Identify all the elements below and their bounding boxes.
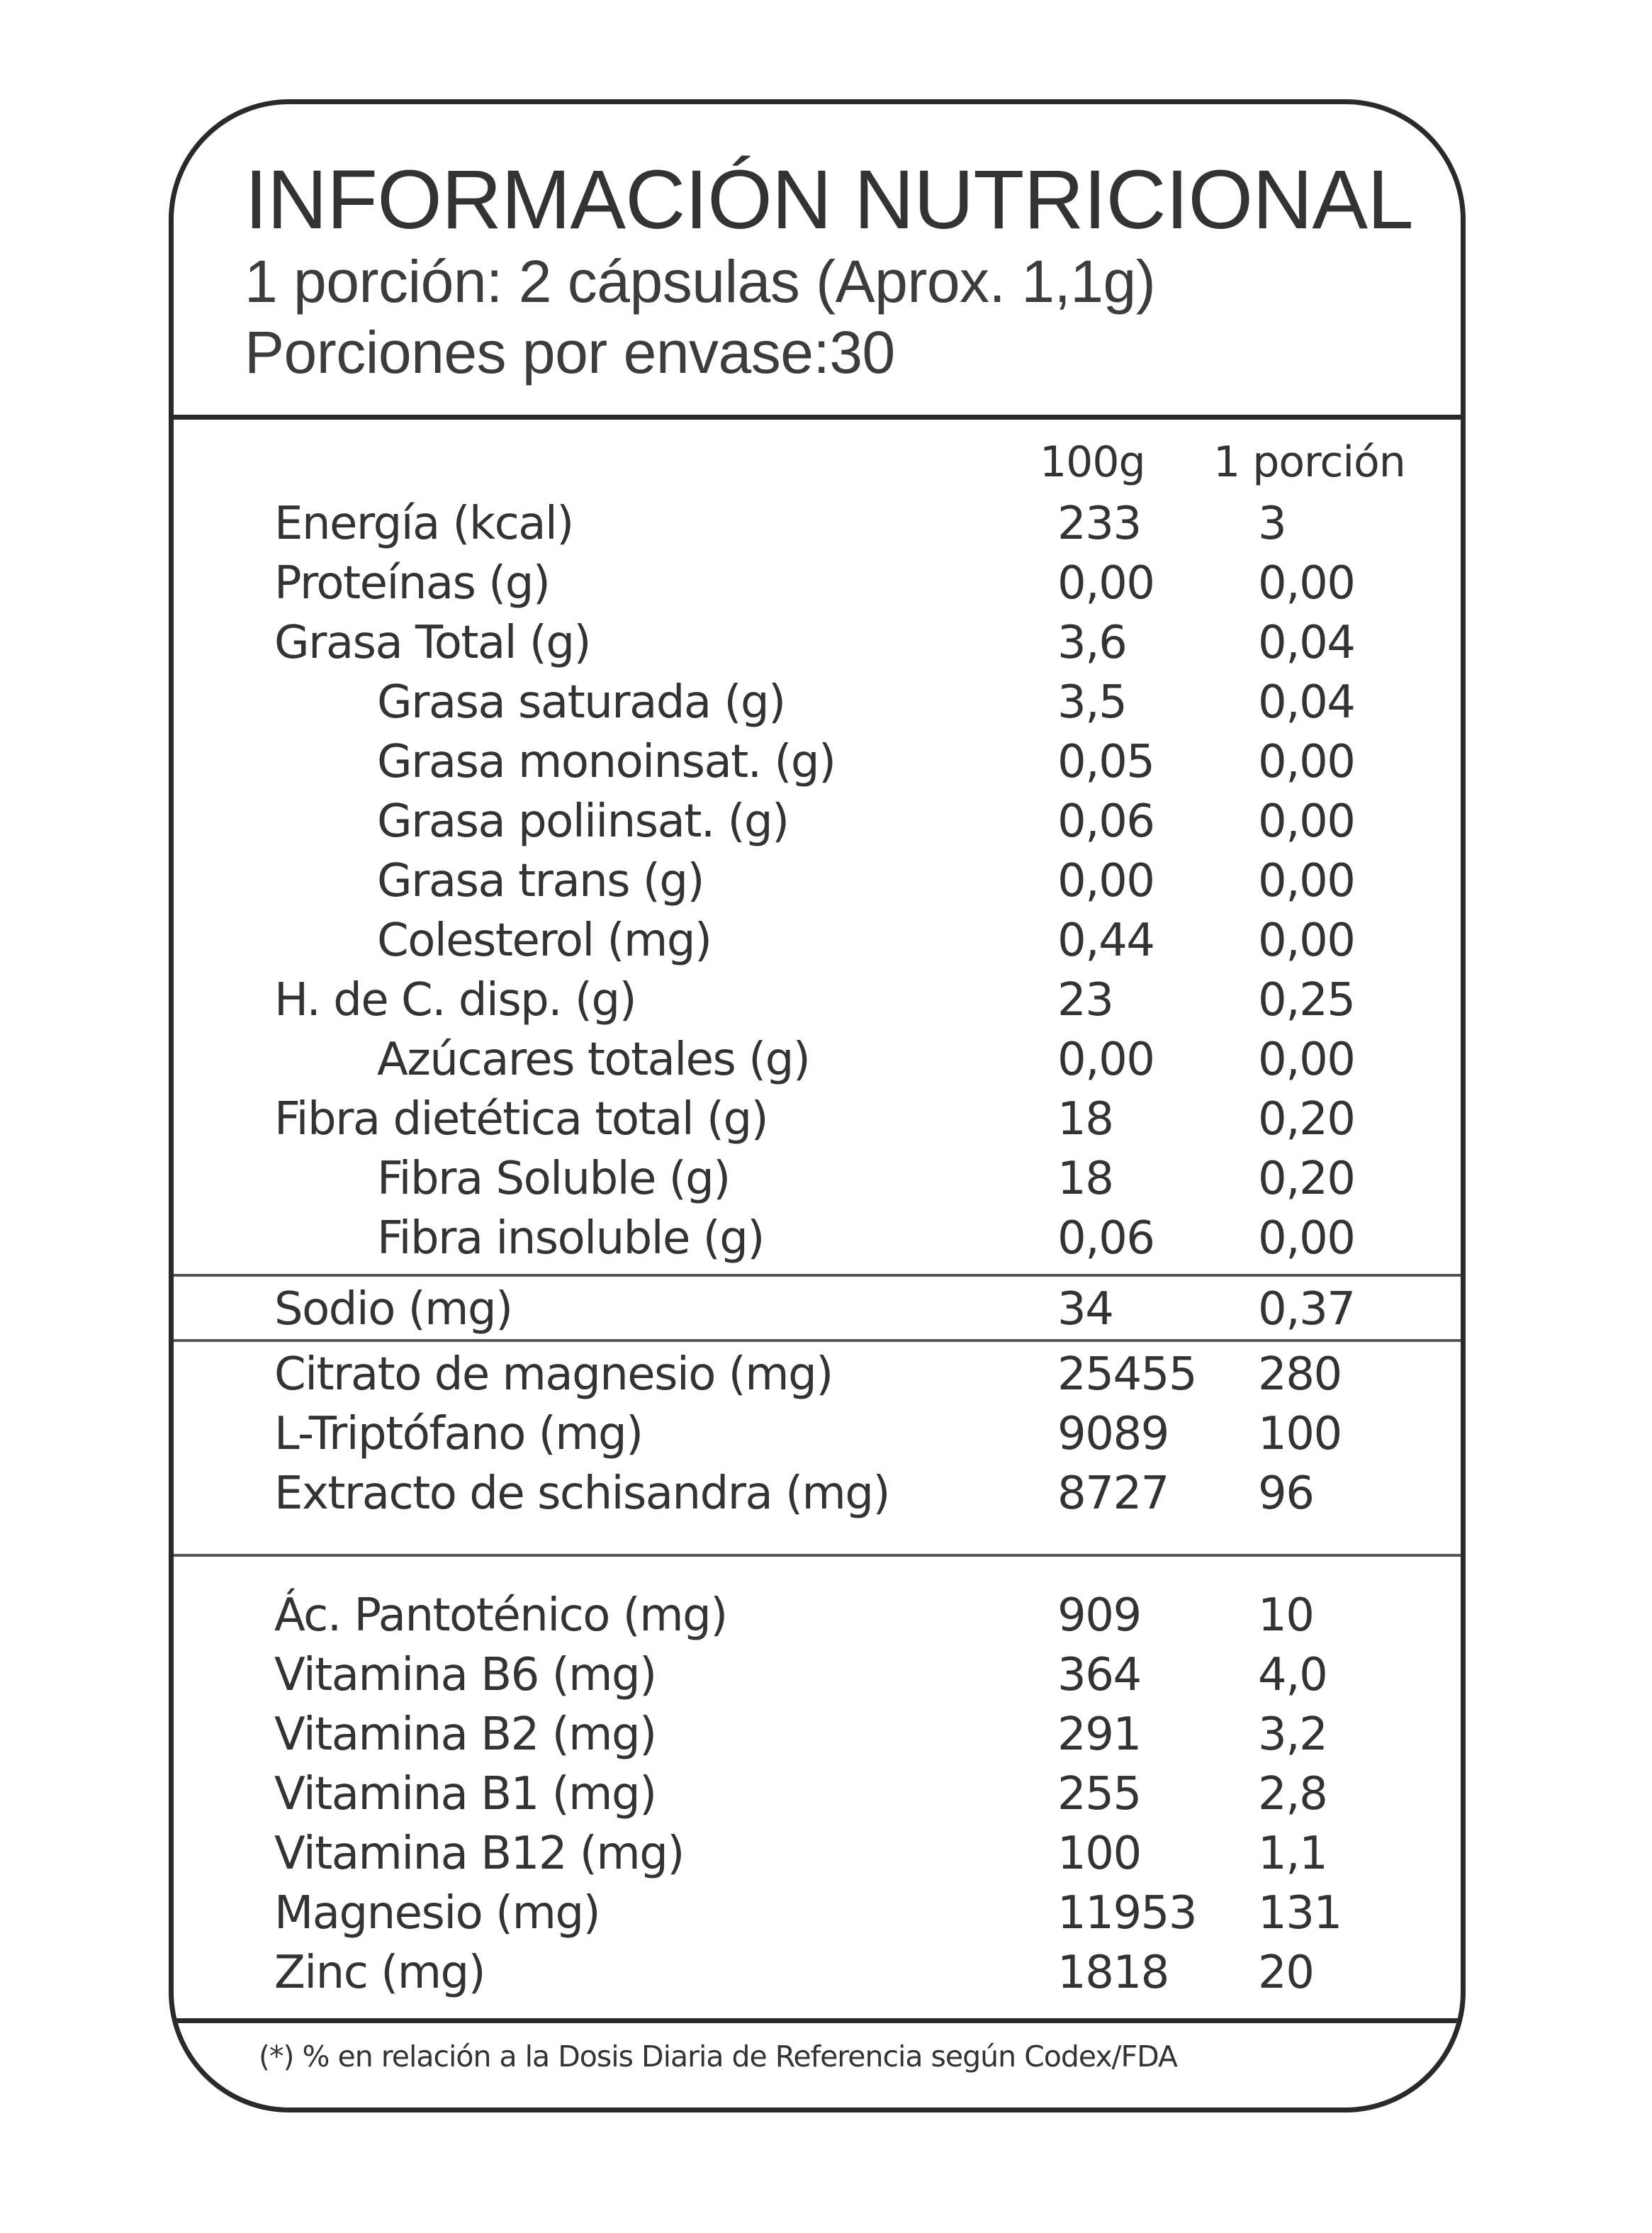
vitamin-value-100g: 291 — [1057, 1708, 1141, 1761]
label-header — [245, 154, 1414, 388]
vitamin-value-serving: 4,0 — [1258, 1649, 1327, 1701]
nutrient-name: Fibra insoluble (g) — [377, 1212, 764, 1265]
sodium-row — [174, 1280, 1461, 1339]
nutrient-value-serving: 0,00 — [1258, 736, 1355, 788]
vitamin-row — [174, 1586, 1461, 1645]
nutrient-value-serving: 0,00 — [1258, 1212, 1355, 1265]
nutrient-name: Energía (kcal) — [274, 498, 573, 550]
vitamin-name: Vitamina B2 (mg) — [274, 1708, 656, 1761]
sodium-top-divider — [174, 1274, 1461, 1277]
active-name: Citrato de magnesio (mg) — [274, 1348, 833, 1401]
nutrient-row — [174, 1030, 1461, 1090]
active-value-100g: 8727 — [1057, 1467, 1169, 1520]
nutrient-row — [174, 970, 1461, 1030]
nutrient-row — [174, 673, 1461, 732]
nutrient-value-serving: 0,20 — [1258, 1093, 1355, 1146]
nutrient-value-serving: 0,04 — [1258, 676, 1355, 729]
nutrient-value-100g: 0,44 — [1057, 914, 1154, 967]
vitamin-value-100g: 364 — [1057, 1649, 1141, 1701]
nutrient-name: Grasa Total (g) — [274, 617, 590, 669]
vitamin-row — [174, 1943, 1461, 2003]
vitamins-divider — [174, 1554, 1461, 1557]
servings-per-container: Porciones por envase:30 — [245, 319, 895, 386]
nutrient-name: Grasa monoinsat. (g) — [377, 736, 836, 788]
active-value-100g: 9089 — [1057, 1408, 1169, 1460]
nutrient-name: Proteínas (g) — [274, 557, 550, 610]
nutrient-value-serving: 0,00 — [1258, 1034, 1355, 1086]
serving-size: 1 porción: 2 cápsulas (Aprox. 1,1g) — [245, 248, 1156, 315]
vitamin-value-serving: 20 — [1258, 1947, 1314, 1999]
active-row — [174, 1345, 1461, 1404]
vitamin-name: Vitamina B12 (mg) — [274, 1828, 684, 1880]
vitamin-value-serving: 131 — [1258, 1887, 1342, 1940]
nutrient-value-100g: 0,06 — [1057, 795, 1154, 848]
nutrient-value-serving: 0,25 — [1258, 974, 1355, 1026]
active-value-serving: 96 — [1258, 1467, 1314, 1520]
vitamin-row — [174, 1645, 1461, 1705]
nutrient-row — [174, 792, 1461, 851]
vitamin-value-serving: 2,8 — [1258, 1768, 1327, 1820]
nutrient-value-100g: 18 — [1057, 1153, 1113, 1205]
vitamin-value-100g: 11953 — [1057, 1887, 1197, 1940]
active-value-100g: 25455 — [1057, 1348, 1197, 1401]
nutrient-value-100g: 0,05 — [1057, 736, 1154, 788]
vitamin-row — [174, 1764, 1461, 1824]
nutrient-row — [174, 613, 1461, 673]
vitamin-value-serving: 3,2 — [1258, 1708, 1327, 1761]
nutrient-row — [174, 1209, 1461, 1268]
active-value-serving: 280 — [1258, 1348, 1342, 1401]
vitamin-row — [174, 1884, 1461, 1943]
footnote: (*) % en relación a la Dosis Diaria de Referencia según Codex/FDA — [259, 2039, 1177, 2074]
nutrient-row — [174, 494, 1461, 554]
nutrient-name: Grasa saturada (g) — [377, 676, 785, 729]
sodium-bottom-divider — [174, 1339, 1461, 1342]
nutrient-value-100g: 34 — [1057, 1283, 1113, 1336]
nutrient-row — [174, 1090, 1461, 1149]
active-value-serving: 100 — [1258, 1408, 1342, 1460]
nutrient-value-100g: 0,00 — [1057, 1034, 1154, 1086]
nutrient-row — [174, 1149, 1461, 1209]
nutrient-value-serving: 0,04 — [1258, 617, 1355, 669]
nutrition-label — [169, 99, 1466, 2112]
vitamin-value-100g: 1818 — [1057, 1947, 1169, 1999]
nutrient-value-serving: 0,00 — [1258, 557, 1355, 610]
nutrient-value-serving: 3 — [1258, 498, 1286, 550]
vitamin-value-100g: 100 — [1057, 1828, 1141, 1880]
nutrient-name: Azúcares totales (g) — [377, 1034, 810, 1086]
vitamin-value-serving: 1,1 — [1258, 1828, 1327, 1880]
nutrient-row — [174, 911, 1461, 970]
nutrient-value-serving: 0,37 — [1258, 1283, 1355, 1336]
vitamin-value-serving: 10 — [1258, 1589, 1314, 1642]
nutrient-name: Sodio (mg) — [274, 1283, 512, 1336]
nutrient-row — [174, 851, 1461, 911]
nutrient-value-100g: 3,5 — [1057, 676, 1127, 729]
active-row — [174, 1404, 1461, 1464]
nutrient-value-100g: 0,00 — [1057, 855, 1154, 907]
vitamin-row — [174, 1705, 1461, 1764]
vitamin-name: Ác. Pantoténico (mg) — [274, 1589, 727, 1642]
nutrient-name: Colesterol (mg) — [377, 914, 712, 967]
vitamin-value-100g: 255 — [1057, 1768, 1141, 1820]
nutrient-name: Grasa poliinsat. (g) — [377, 795, 789, 848]
nutrient-value-100g: 233 — [1057, 498, 1141, 550]
nutrient-value-100g: 23 — [1057, 974, 1113, 1026]
nutrient-value-100g: 3,6 — [1057, 617, 1127, 669]
nutrient-name: Fibra dietética total (g) — [274, 1093, 768, 1146]
active-row — [174, 1464, 1461, 1523]
nutrient-value-serving: 0,00 — [1258, 855, 1355, 907]
footnote-divider — [174, 2018, 1461, 2023]
vitamin-row — [174, 1824, 1461, 1884]
nutrient-name: Fibra Soluble (g) — [377, 1153, 730, 1205]
nutrient-name: H. de C. disp. (g) — [274, 974, 636, 1026]
nutrient-row — [174, 732, 1461, 792]
vitamin-name: Magnesio (mg) — [274, 1887, 600, 1940]
nutrient-name: Grasa trans (g) — [377, 855, 704, 907]
active-name: Extracto de schisandra (mg) — [274, 1467, 889, 1520]
nutrient-value-100g: 0,00 — [1057, 557, 1154, 610]
header-divider — [174, 415, 1461, 420]
vitamin-name: Zinc (mg) — [274, 1947, 485, 1999]
nutrient-value-serving: 0,00 — [1258, 914, 1355, 967]
nutrient-value-serving: 0,20 — [1258, 1153, 1355, 1205]
active-name: L-Triptófano (mg) — [274, 1408, 643, 1460]
vitamin-name: Vitamina B1 (mg) — [274, 1768, 656, 1820]
nutrient-value-100g: 18 — [1057, 1093, 1113, 1146]
vitamin-value-100g: 909 — [1057, 1589, 1141, 1642]
column-header-100g: 100g — [1040, 437, 1145, 487]
vitamin-name: Vitamina B6 (mg) — [274, 1649, 656, 1701]
nutrient-value-serving: 0,00 — [1258, 795, 1355, 848]
nutrient-value-100g: 0,06 — [1057, 1212, 1154, 1265]
nutrient-row — [174, 554, 1461, 613]
label-title: INFORMACIÓN NUTRICIONAL — [245, 153, 1413, 247]
column-header-serving: 1 porción — [1213, 437, 1405, 487]
